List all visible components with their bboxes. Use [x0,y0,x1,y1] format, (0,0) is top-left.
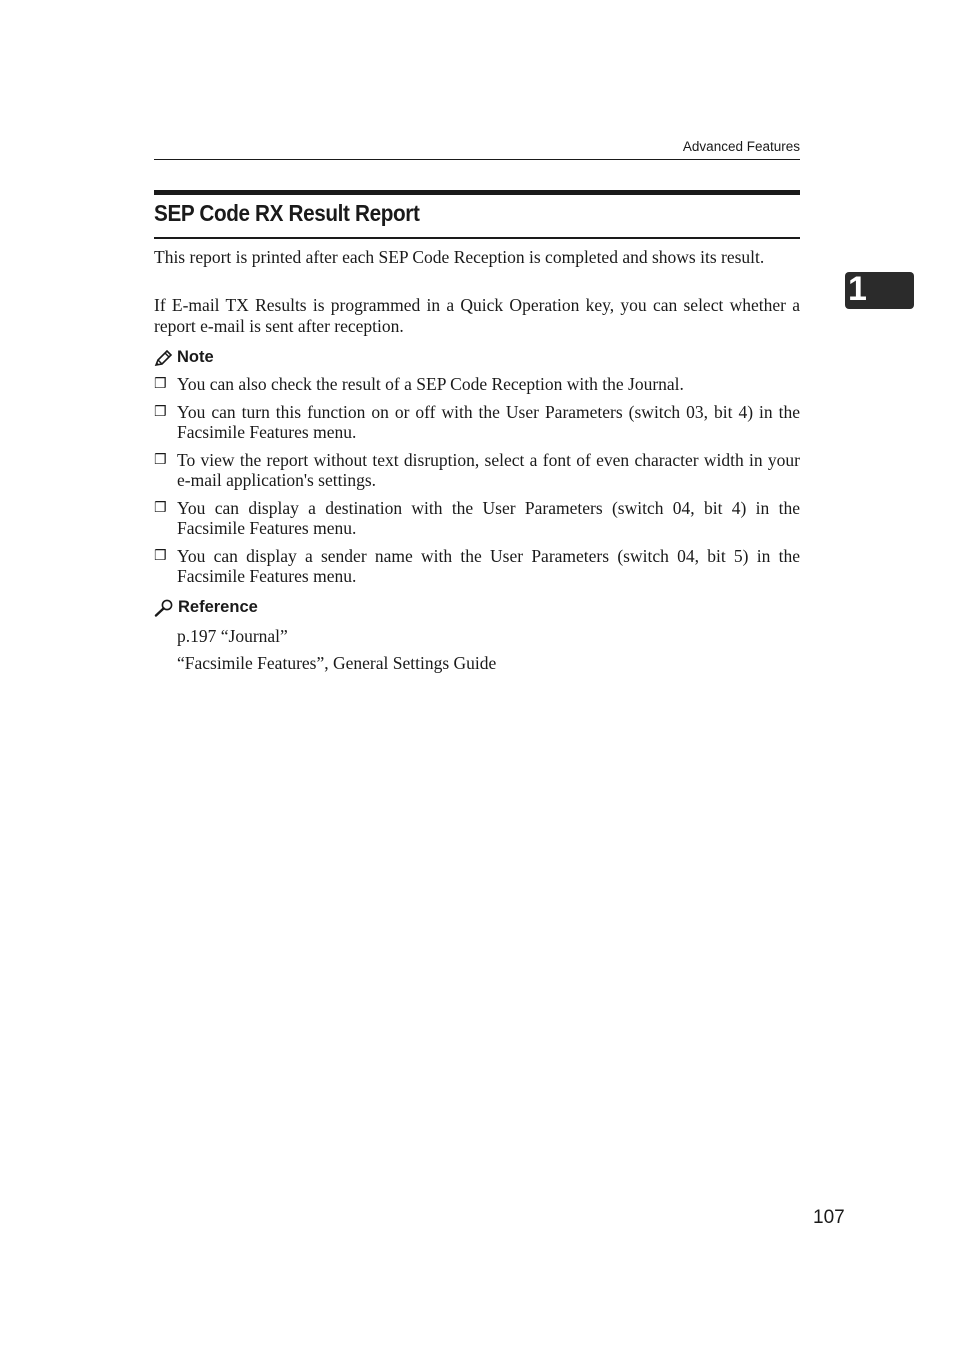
note-text: You can also check the result of a SEP Code Reception with the Journal. [177,374,684,394]
checkbox-icon: ❒ [154,452,167,468]
list-item [154,546,800,586]
reference-heading [154,598,258,617]
reference-link-settings-guide[interactable]: “Facsimile Features”, General Settings Guide [177,653,497,673]
email-paragraph: If E-mail TX Results is programmed in a Quick Operation key, you can select whether a report e-mail is sent after reception. [154,295,800,336]
list-item [154,498,800,538]
list-item [154,402,800,442]
running-head: Advanced Features [682,139,800,154]
reference-label: Reference [178,598,258,616]
chapter-number: 1 [848,270,867,308]
title-bottom-rule [154,237,800,239]
note-text: You can display a destination with the User Parameters (switch 04, bit 4) in the Facsimile Features menu. [177,498,800,538]
chapter-tab [845,272,914,309]
intro-paragraph: This report is printed after each SEP Code Reception is completed and shows its result. [154,247,765,267]
note-text: To view the report without text disruption, select a font of even character width in your e-mail application's settings. [177,450,800,490]
checkbox-icon: ❒ [154,500,167,516]
checkbox-icon: ❒ [154,404,167,420]
magnifier-icon [154,599,174,617]
page-number: 107 [813,1207,845,1228]
checkbox-icon: ❒ [154,548,167,564]
list-item [154,374,800,394]
note-list [154,374,800,594]
pencil-icon [154,350,173,367]
note-heading [154,348,214,367]
note-label: Note [177,348,214,366]
note-text: You can display a sender name with the User Parameters (switch 04, bit 5) in the Facsimile Features menu. [177,546,800,586]
header-rule [154,159,800,160]
list-item [154,450,800,490]
note-text: You can turn this function on or off with the User Parameters (switch 03, bit 4) in the Facsimile Features menu. [177,402,800,442]
section-title: SEP Code RX Result Report [154,200,420,226]
reference-link-journal[interactable]: p.197 “Journal” [177,626,288,646]
checkbox-icon: ❒ [154,376,167,392]
title-top-rule [154,190,800,195]
